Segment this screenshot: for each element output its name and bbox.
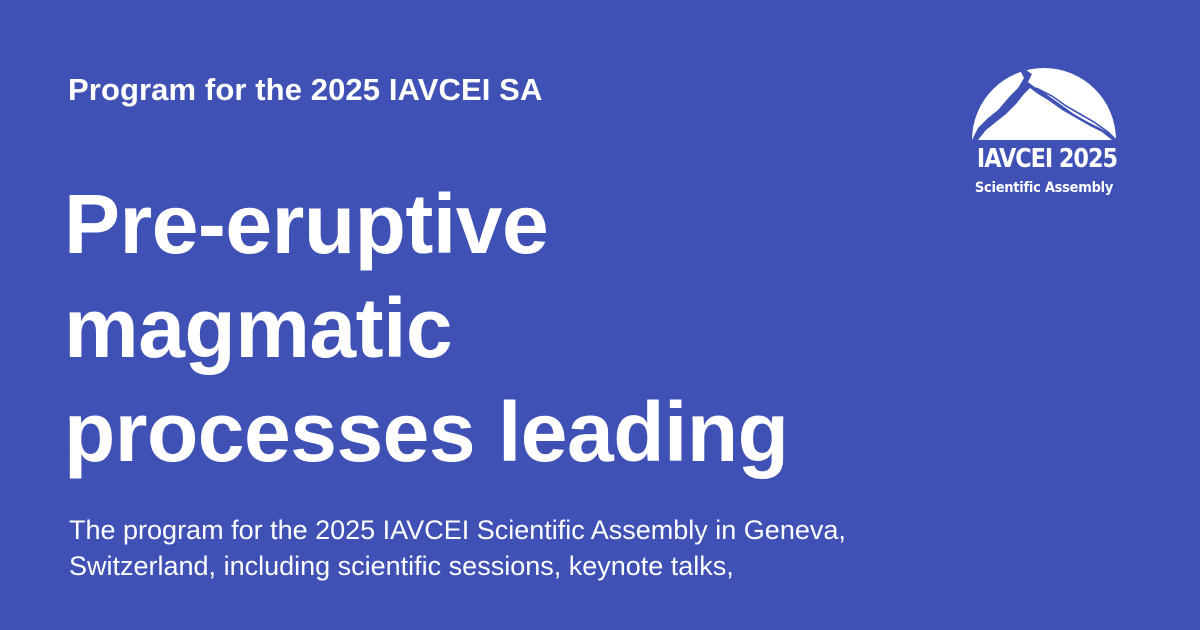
title-line: magmatic [64, 281, 453, 375]
eyebrow-heading: Program for the 2025 IAVCEI SA [68, 72, 543, 107]
volcano-mountain-icon [966, 58, 1122, 144]
description [69, 512, 929, 584]
conference-logo [966, 58, 1122, 208]
title-line: processes leading [64, 385, 789, 479]
description-line: The program for the 2025 IAVCEI Scientific Assembly in Geneva, [69, 515, 846, 545]
description-line: Switzerland, including scientific sessions, keynote talks, [69, 551, 734, 581]
title-line: Pre-eruptive [64, 177, 549, 271]
logo-title: IAVCEI 2025 [976, 144, 1118, 174]
logo-subtitle: Scientific Assembly [974, 180, 1114, 196]
page-title [64, 172, 924, 484]
